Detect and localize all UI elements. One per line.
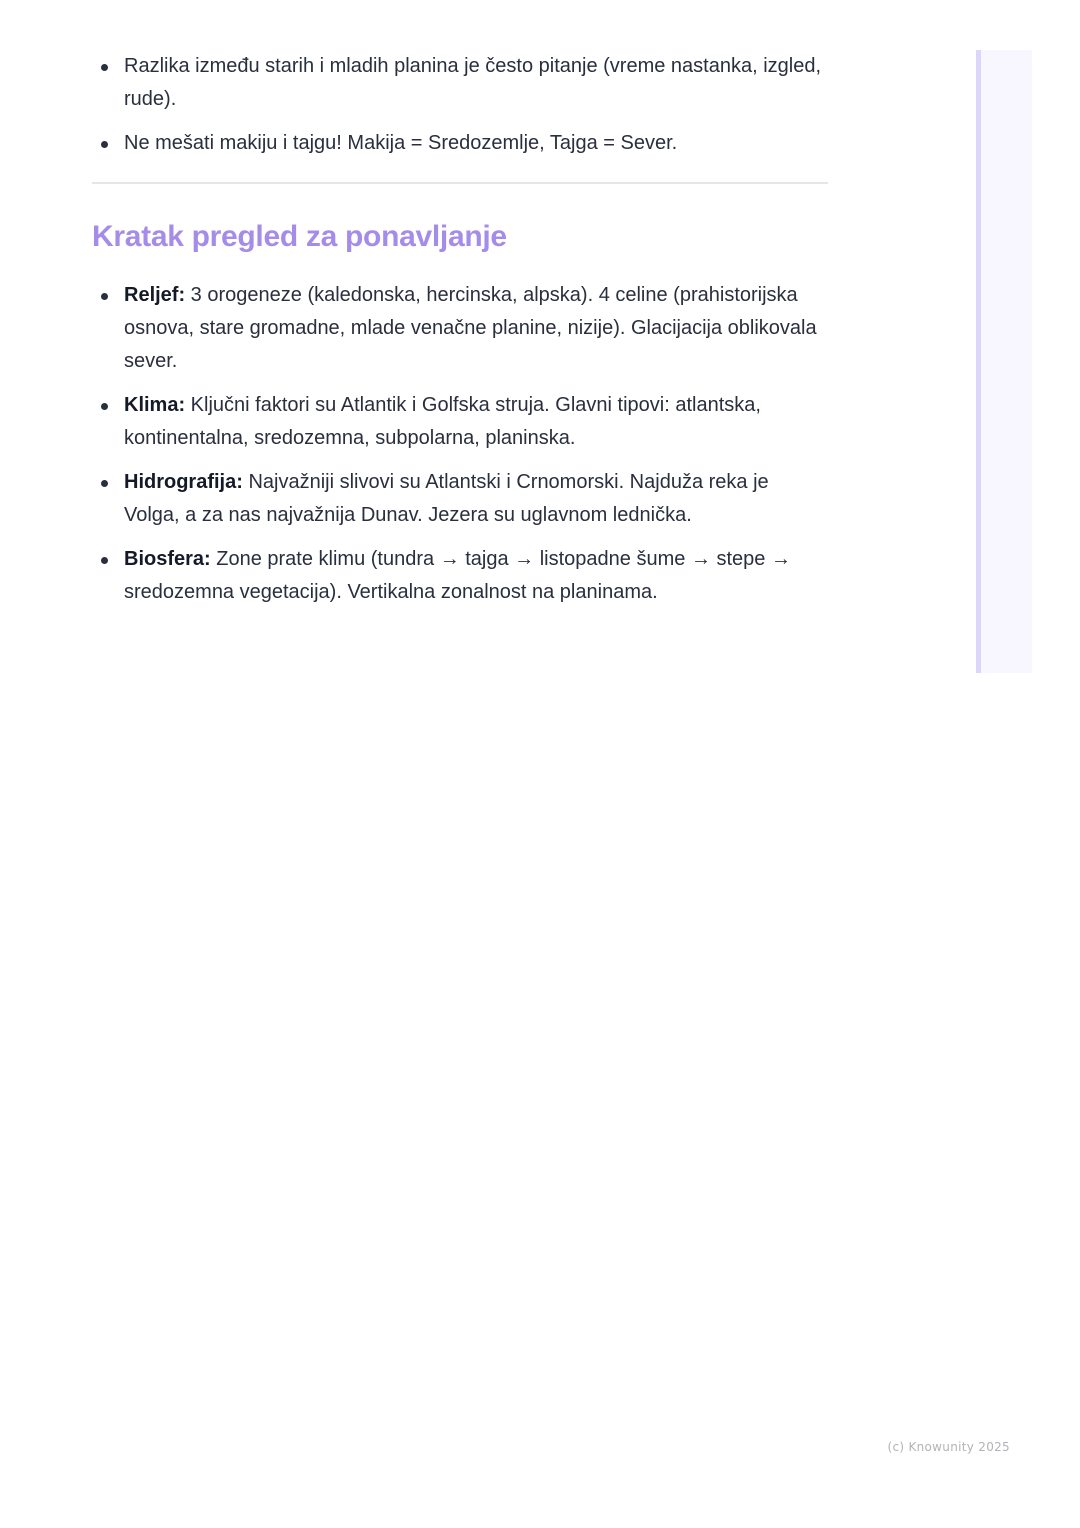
list-item (92, 50, 828, 116)
list-item-text: Ne mešati makiju i tajgu! Makija = Sredozemlje, Tajga = Sever. (124, 132, 678, 154)
bullet-icon (101, 293, 108, 300)
copyright-footer: (c) Knowunity 2025 (887, 1440, 1010, 1454)
list-item (92, 127, 828, 160)
list-item-term: Klima: (124, 394, 186, 416)
list-item (92, 466, 828, 532)
list-item-term: Biosfera: (124, 548, 211, 570)
bullet-icon (101, 480, 108, 487)
list-item-text: Razlika između starih i mladih planina je često pitanje (vreme nastanka, izgled, rude). (124, 55, 822, 110)
side-note-panel (976, 50, 1032, 673)
section-title: Kratak pregled za ponavljanje (92, 220, 507, 253)
section-divider (92, 182, 828, 184)
list-item-text: Ključni faktori su Atlantik i Golfska struja. Glavni tipovi: atlantska, kontinentalna, sredozemna, subpolarna, planinska. (124, 394, 761, 449)
bullet-icon (101, 64, 108, 71)
list-item-text: 3 orogeneze (kaledonska, hercinska, alpska). 4 celine (prahistorijska osnova, stare gromadne, mlade venačne planine, nizije). Glacijacija oblikovala sever. (124, 284, 817, 372)
tips-list (92, 50, 828, 160)
document-content (92, 50, 828, 620)
list-item-term: Reljef: (124, 284, 186, 306)
bullet-icon (101, 557, 108, 564)
list-item (92, 543, 828, 609)
bullet-icon (101, 141, 108, 148)
list-item-text: Najvažniji slivovi su Atlantski i Crnomorski. Najduža reka je Volga, a za nas najvažnija Dunav. Jezera su uglavnom lednička. (124, 471, 769, 526)
list-item-text: Zone prate klimu (tundra → tajga → listopadne šume → stepe → sredozemna vegetacija). Vertikalna zonalnost na planinama. (124, 548, 791, 603)
list-item (92, 279, 828, 378)
list-item (92, 389, 828, 455)
list-item-term: Hidrografija: (124, 471, 243, 493)
bullet-icon (101, 403, 108, 410)
summary-list (92, 279, 828, 609)
